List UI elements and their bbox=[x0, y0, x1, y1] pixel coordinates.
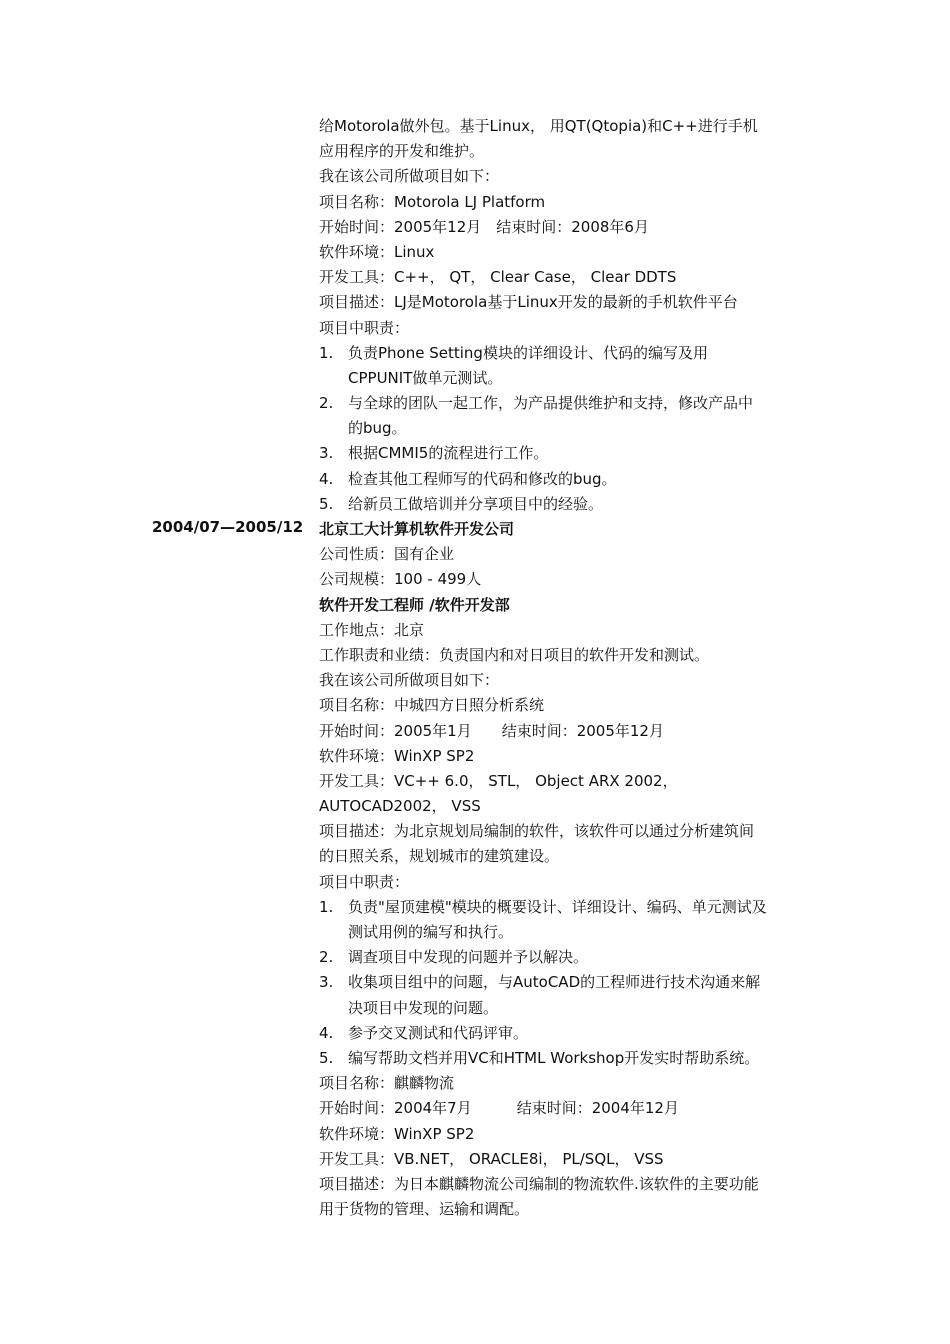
text-line: 应用程序的开发和维护。 bbox=[319, 142, 485, 161]
job-position: 软件开发工程师 /软件开发部 bbox=[319, 595, 510, 614]
dev-tools: 开发工具：VC++ 6.0， STL， Object ARX 2002， bbox=[319, 771, 678, 790]
responsibility-list bbox=[319, 895, 819, 1071]
software-environment: 软件环境：WinXP SP2 bbox=[319, 746, 475, 765]
job-date-range: 2004/07—2005/12 bbox=[152, 518, 304, 536]
text-line: 我在该公司所做项目如下： bbox=[319, 167, 500, 186]
list-continuation: 测试用例的编写和执行。 bbox=[348, 923, 514, 941]
list-number: 2. bbox=[319, 948, 334, 967]
list-continuation: CPPUNIT做单元测试。 bbox=[348, 368, 503, 387]
company-nature: 公司性质：国有企业 bbox=[319, 545, 455, 564]
list-number: 4. bbox=[319, 469, 334, 488]
project-description: 项目描述：LJ是Motorola基于Linux开发的最新的手机软件平台 bbox=[319, 293, 738, 312]
list-item bbox=[319, 945, 819, 970]
list-number: 5. bbox=[319, 1048, 334, 1067]
list-text: 编写帮助文档并用VC和HTML Workshop开发实时帮助系统。 bbox=[348, 1048, 760, 1067]
list-text: 检查其他工程师写的代码和修改的bug。 bbox=[348, 469, 617, 488]
list-continuation: 的bug。 bbox=[348, 419, 407, 438]
project-period: 开始时间：2005年12月 结束时间：2008年6月 bbox=[319, 217, 649, 236]
project-description: 项目描述：为日本麒麟物流公司编制的物流软件.该软件的主要功能 bbox=[319, 1174, 759, 1193]
list-item bbox=[319, 441, 819, 466]
responsibilities-heading: 项目中职责： bbox=[319, 872, 410, 891]
work-location: 工作地点：北京 bbox=[319, 620, 425, 639]
project-description-continuation: 的日照关系，规划城市的建筑建设。 bbox=[319, 847, 560, 866]
list-item bbox=[319, 895, 819, 920]
list-item bbox=[319, 1046, 819, 1071]
list-text: 调查项目中发现的问题并予以解决。 bbox=[348, 948, 589, 967]
list-number: 2. bbox=[319, 394, 334, 413]
project-description-continuation: 用于货物的管理、运输和调配。 bbox=[319, 1200, 530, 1219]
software-environment: 软件环境：WinXP SP2 bbox=[319, 1124, 475, 1143]
project-description: 项目描述：为北京规划局编制的软件，该软件可以通过分析建筑间 bbox=[319, 822, 755, 841]
list-item bbox=[319, 1021, 819, 1046]
dev-tools-continuation: AUTOCAD2002， VSS bbox=[319, 797, 481, 816]
list-number: 4. bbox=[319, 1023, 334, 1042]
list-text: 根据CMMI5的流程进行工作。 bbox=[348, 444, 549, 463]
project-name: 项目名称：麒麟物流 bbox=[319, 1074, 455, 1093]
list-item bbox=[319, 391, 819, 416]
list-item bbox=[319, 467, 819, 492]
text-line: 给Motorola做外包。基于Linux， 用QT(Qtopia)和C++进行手机 bbox=[319, 117, 758, 135]
list-text: 与全球的团队一起工作，为产品提供维护和支持，修改产品中 bbox=[348, 394, 754, 413]
project-name: 项目名称：中城四方日照分析系统 bbox=[319, 696, 545, 715]
list-number: 1. bbox=[319, 343, 334, 362]
list-number: 3. bbox=[319, 973, 334, 992]
responsibilities-heading: 项目中职责： bbox=[319, 318, 410, 337]
list-number: 3. bbox=[319, 444, 334, 463]
responsibility-list bbox=[319, 341, 819, 517]
company-name: 北京工大计算机软件开发公司 bbox=[319, 520, 515, 538]
list-text: 收集项目组中的问题，与AutoCAD的工程师进行技术沟通来解 bbox=[348, 973, 761, 992]
dev-tools: 开发工具：C++， QT， Clear Case， Clear DDTS bbox=[319, 268, 677, 287]
projects-intro: 我在该公司所做项目如下： bbox=[319, 671, 500, 690]
project-period: 开始时间：2005年1月 结束时间：2005年12月 bbox=[319, 721, 664, 740]
list-number: 5. bbox=[319, 494, 334, 513]
dev-tools: 开发工具：VB.NET， ORACLE8i， PL/SQL， VSS bbox=[319, 1149, 664, 1168]
list-text: 给新员工做培训并分享项目中的经验。 bbox=[348, 494, 604, 513]
list-item bbox=[319, 492, 819, 517]
software-environment: 软件环境：Linux bbox=[319, 242, 435, 261]
company-scale: 公司规模：100 - 499人 bbox=[319, 570, 482, 589]
resume-content bbox=[319, 114, 819, 1222]
project-name: 项目名称：Motorola LJ Platform bbox=[319, 192, 546, 211]
project-period: 开始时间：2004年7月 结束时间：2004年12月 bbox=[319, 1099, 679, 1118]
job-duties: 工作职责和业绩：负责国内和对日项目的软件开发和测试。 bbox=[319, 645, 710, 664]
list-item bbox=[319, 341, 819, 366]
list-text: 参予交叉测试和代码评审。 bbox=[348, 1023, 529, 1042]
list-text: 负责Phone Setting模块的详细设计、代码的编写及用 bbox=[348, 343, 708, 362]
list-text: 负责"屋顶建模"模块的概要设计、详细设计、编码、单元测试及 bbox=[348, 897, 767, 916]
list-continuation: 决项目中发现的问题。 bbox=[348, 998, 499, 1017]
list-item bbox=[319, 970, 819, 995]
list-number: 1. bbox=[319, 897, 334, 916]
